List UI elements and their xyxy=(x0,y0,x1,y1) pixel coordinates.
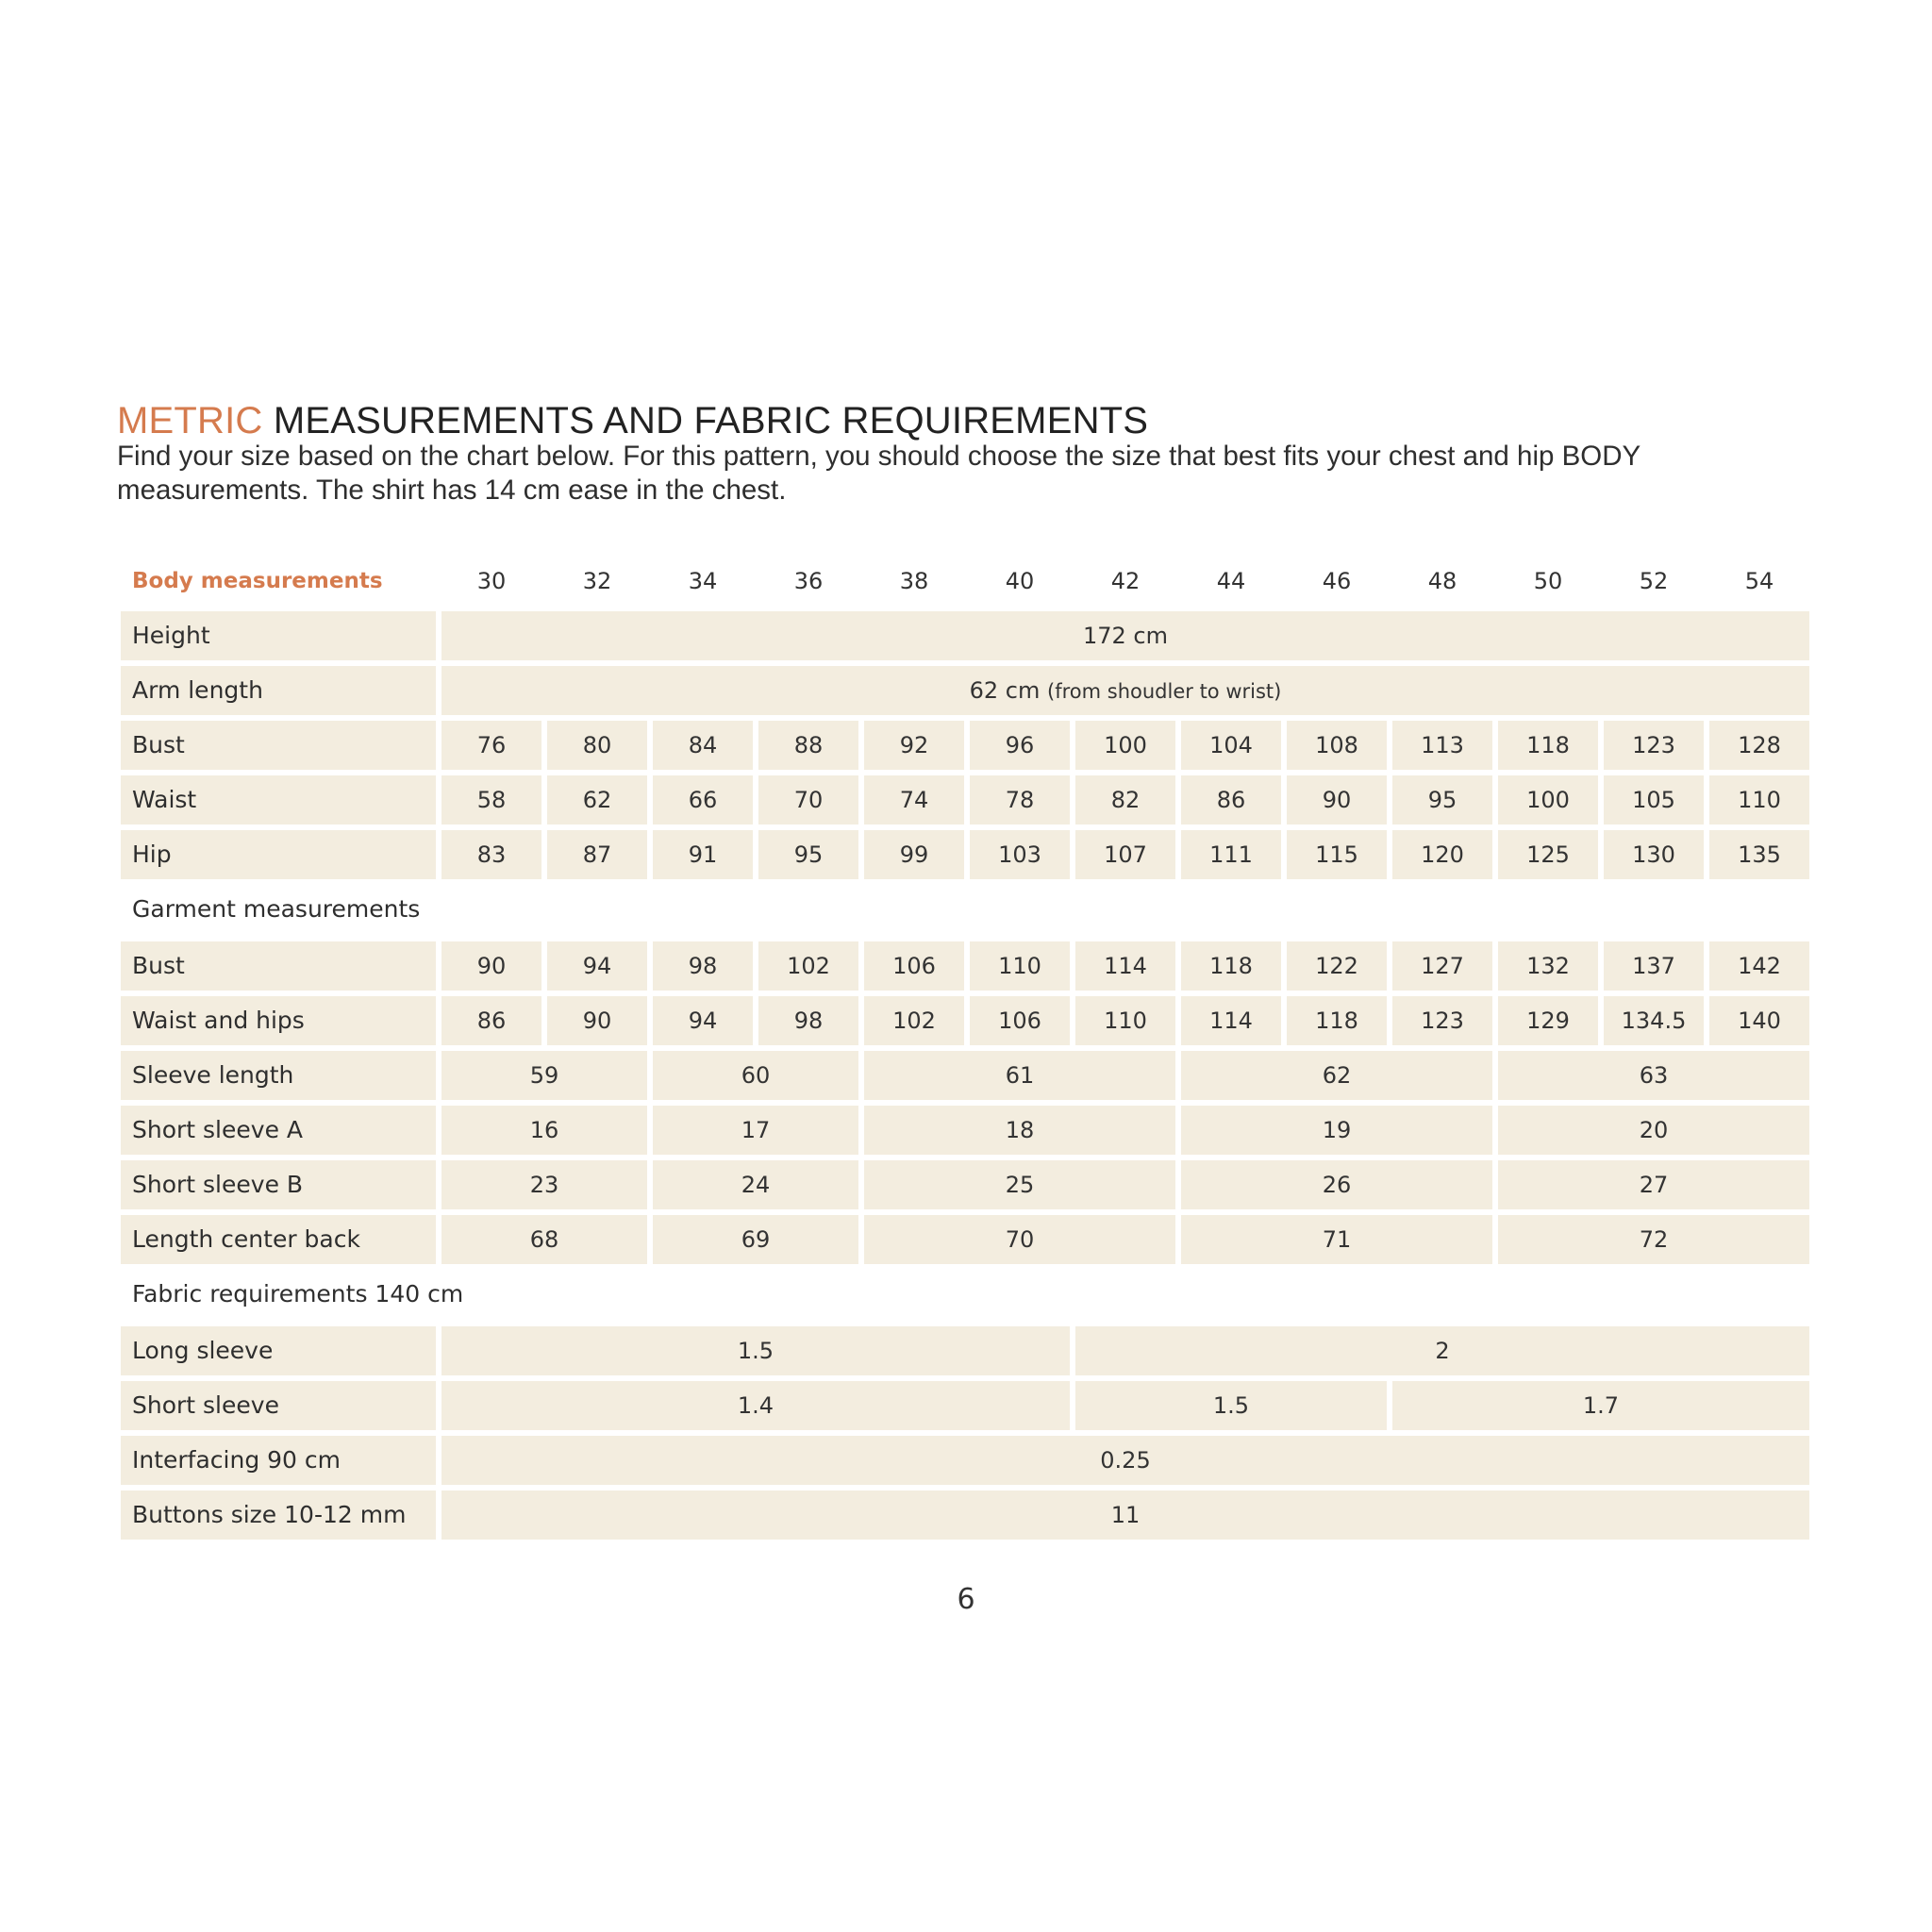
cell-value: 122 xyxy=(1315,953,1358,979)
title-main: MEASUREMENTS AND FABRIC REQUIREMENTS xyxy=(273,400,1149,441)
table-cell xyxy=(970,721,1070,770)
row-label: Bust xyxy=(121,941,436,991)
table-cell xyxy=(864,721,964,770)
table-cell xyxy=(864,996,964,1045)
row-label: Bust xyxy=(121,721,436,770)
cell-value: 111 xyxy=(1209,841,1253,868)
table-cell xyxy=(441,1326,1070,1375)
cell-value: 69 xyxy=(741,1226,771,1253)
table-cell xyxy=(1498,996,1598,1045)
row-label: Short sleeve B xyxy=(121,1160,436,1209)
table-cell xyxy=(441,996,541,1045)
cell-value: 1.5 xyxy=(1212,1392,1250,1419)
cell-value: 76 xyxy=(476,732,507,758)
cell-value: 115 xyxy=(1315,841,1358,868)
cell-value: 16 xyxy=(529,1117,559,1143)
table-row xyxy=(121,1106,1811,1155)
table-cell xyxy=(1709,996,1809,1045)
table-cell xyxy=(1604,996,1704,1045)
table-row xyxy=(121,1051,1811,1100)
table-cell xyxy=(1498,1051,1809,1100)
cell-value: 78 xyxy=(1005,787,1035,813)
title-accent: METRIC xyxy=(117,400,263,441)
cell-value: 107 xyxy=(1104,841,1147,868)
cell-value: 105 xyxy=(1632,787,1675,813)
intro-text: Find your size based on the chart below. For this pattern, you should choose the size that best fits your chest and hip BODY measurements. The shirt has 14 cm ease in the chest. xyxy=(117,441,1641,506)
table-cell xyxy=(1604,941,1704,991)
table-cell xyxy=(1181,941,1281,991)
table-cell xyxy=(1287,775,1387,824)
cell-value: 132 xyxy=(1526,953,1570,979)
table-cell xyxy=(864,1051,1175,1100)
size-column-header: 38 xyxy=(899,568,929,594)
cell-value: 123 xyxy=(1421,1008,1464,1034)
cell-value: 70 xyxy=(1005,1226,1035,1253)
table-cell xyxy=(1075,1381,1387,1430)
cell-value: 110 xyxy=(1738,787,1781,813)
cell-value: 19 xyxy=(1322,1117,1352,1143)
table-cell xyxy=(1498,941,1598,991)
cell-value: 72 xyxy=(1639,1226,1669,1253)
cell-value: 99 xyxy=(899,841,929,868)
table-cell xyxy=(1498,1160,1809,1209)
table-cell xyxy=(441,1491,1809,1540)
size-column-header: 48 xyxy=(1427,568,1457,594)
cell-value: 102 xyxy=(892,1008,936,1034)
cell-value: 92 xyxy=(899,732,929,758)
table-cell xyxy=(653,721,753,770)
cell-value: 103 xyxy=(998,841,1041,868)
table-cell xyxy=(547,830,647,879)
cell-value: 110 xyxy=(998,953,1041,979)
cell-value: 120 xyxy=(1421,841,1464,868)
cell-value: 91 xyxy=(688,841,718,868)
table-cell xyxy=(441,1106,647,1155)
table-cell xyxy=(1181,1051,1492,1100)
table-cell xyxy=(1709,941,1809,991)
table-cell xyxy=(970,996,1070,1045)
table-cell xyxy=(1392,830,1492,879)
size-column-header: 42 xyxy=(1110,568,1141,594)
table-cell xyxy=(1287,996,1387,1045)
cell-value: 128 xyxy=(1738,732,1781,758)
cell-value: 129 xyxy=(1526,1008,1570,1034)
table-cell xyxy=(864,830,964,879)
section-heading: Fabric requirements 140 cm xyxy=(132,1280,464,1307)
cell-note: (from shoudler to wrist) xyxy=(1047,680,1282,703)
table-cell xyxy=(653,1160,858,1209)
cell-value: 110 xyxy=(1104,1008,1147,1034)
cell-value: 100 xyxy=(1526,787,1570,813)
table-cell xyxy=(864,1106,1175,1155)
table-cell xyxy=(653,1215,858,1264)
cell-value: 87 xyxy=(582,841,612,868)
row-label: Buttons size 10-12 mm xyxy=(121,1491,436,1540)
table-cell xyxy=(1181,775,1281,824)
table-cell xyxy=(1075,775,1175,824)
table-cell xyxy=(441,721,541,770)
table-cell xyxy=(441,1381,1070,1430)
cell-value: 68 xyxy=(529,1226,559,1253)
cell-value: 96 xyxy=(1005,732,1035,758)
table-cell xyxy=(864,941,964,991)
cell-value: 62 xyxy=(582,787,612,813)
cell-value: 71 xyxy=(1322,1226,1352,1253)
table-cell xyxy=(547,941,647,991)
cell-value: 20 xyxy=(1639,1117,1669,1143)
row-label: Long sleeve xyxy=(121,1326,436,1375)
table-cell xyxy=(653,1106,858,1155)
cell-value: 123 xyxy=(1632,732,1675,758)
cell-value: 62 cm xyxy=(969,677,1041,704)
row-label: Height xyxy=(121,611,436,660)
table-cell xyxy=(1498,775,1598,824)
table-cell xyxy=(1287,941,1387,991)
size-column-header: 34 xyxy=(688,568,718,594)
cell-value: 172 cm xyxy=(1082,623,1168,649)
cell-value: 66 xyxy=(688,787,718,813)
row-label: Length center back xyxy=(121,1215,436,1264)
cell-value: 114 xyxy=(1209,1008,1253,1034)
size-column-header: 54 xyxy=(1744,568,1774,594)
cell-value: 130 xyxy=(1632,841,1675,868)
cell-value: 74 xyxy=(899,787,929,813)
table-cell xyxy=(758,941,858,991)
table-cell xyxy=(441,775,541,824)
cell-value: 80 xyxy=(582,732,612,758)
cell-value: 98 xyxy=(688,953,718,979)
cell-value: 135 xyxy=(1738,841,1781,868)
table-cell xyxy=(1181,1215,1492,1264)
size-column-header: 50 xyxy=(1533,568,1563,594)
table-cell xyxy=(758,830,858,879)
cell-value: 142 xyxy=(1738,953,1781,979)
cell-value: 61 xyxy=(1005,1062,1035,1089)
table-cell xyxy=(1392,775,1492,824)
cell-value: 25 xyxy=(1005,1172,1035,1198)
cell-value: 134.5 xyxy=(1621,1008,1687,1034)
table-cell xyxy=(758,996,858,1045)
cell-value: 94 xyxy=(688,1008,718,1034)
page-number: 6 xyxy=(957,1583,975,1616)
cell-value: 102 xyxy=(787,953,830,979)
row-label: Sleeve length xyxy=(121,1051,436,1100)
table-cell xyxy=(441,611,1809,660)
row-label: Short sleeve A xyxy=(121,1106,436,1155)
cell-value: 58 xyxy=(476,787,507,813)
cell-value: 23 xyxy=(529,1172,559,1198)
row-label: Hip xyxy=(121,830,436,879)
table-cell xyxy=(653,941,753,991)
cell-value: 106 xyxy=(998,1008,1041,1034)
size-header-row xyxy=(121,557,1811,606)
table-row xyxy=(121,1215,1811,1264)
table-cell xyxy=(547,775,647,824)
table-cell xyxy=(1709,721,1809,770)
table-cell xyxy=(970,830,1070,879)
cell-value: 113 xyxy=(1421,732,1464,758)
table-cell xyxy=(441,941,541,991)
table-row xyxy=(121,1436,1811,1485)
cell-value: 90 xyxy=(1322,787,1352,813)
table-cell xyxy=(1604,721,1704,770)
cell-value: 140 xyxy=(1738,1008,1781,1034)
table-cell xyxy=(1392,1381,1809,1430)
cell-value: 24 xyxy=(741,1172,771,1198)
table-row xyxy=(121,611,1811,660)
cell-value: 86 xyxy=(476,1008,507,1034)
cell-value: 84 xyxy=(688,732,718,758)
table-cell xyxy=(864,775,964,824)
cell-value: 108 xyxy=(1315,732,1358,758)
table-cell xyxy=(653,830,753,879)
table-row xyxy=(121,1326,1811,1375)
table-cell xyxy=(1498,1106,1809,1155)
table-cell xyxy=(1181,830,1281,879)
table-cell xyxy=(441,1215,647,1264)
table-cell xyxy=(1287,721,1387,770)
cell-value: 94 xyxy=(582,953,612,979)
table-row xyxy=(121,775,1811,824)
table-cell xyxy=(1075,721,1175,770)
table-cell xyxy=(653,996,753,1045)
table-cell xyxy=(1075,1326,1809,1375)
cell-value: 1.7 xyxy=(1582,1392,1620,1419)
table-cell xyxy=(441,1051,647,1100)
table-cell xyxy=(970,775,1070,824)
row-label: Waist xyxy=(121,775,436,824)
table-cell xyxy=(1392,996,1492,1045)
cell-value: 82 xyxy=(1110,787,1141,813)
size-column-header: 46 xyxy=(1322,568,1352,594)
table-row xyxy=(121,996,1811,1045)
table-cell xyxy=(1392,941,1492,991)
cell-value: 27 xyxy=(1639,1172,1669,1198)
cell-value: 70 xyxy=(793,787,824,813)
table-cell xyxy=(758,775,858,824)
cell-value: 98 xyxy=(793,1008,824,1034)
row-label: Interfacing 90 cm xyxy=(121,1436,436,1485)
table-row xyxy=(121,1160,1811,1209)
cell-value: 88 xyxy=(793,732,824,758)
table-cell xyxy=(1498,721,1598,770)
table-cell xyxy=(441,1436,1809,1485)
cell-value: 118 xyxy=(1209,953,1253,979)
table-row xyxy=(121,721,1811,770)
cell-value: 18 xyxy=(1005,1117,1035,1143)
cell-value: 125 xyxy=(1526,841,1570,868)
table-cell xyxy=(1604,775,1704,824)
row-label: Waist and hips xyxy=(121,996,436,1045)
cell-value: 60 xyxy=(741,1062,771,1089)
table-row xyxy=(121,1491,1811,1540)
table-cell xyxy=(1075,941,1175,991)
row-label: Short sleeve xyxy=(121,1381,436,1430)
table-cell xyxy=(1709,830,1809,879)
cell-value: 86 xyxy=(1216,787,1246,813)
cell-value: 95 xyxy=(1427,787,1457,813)
table-cell xyxy=(547,721,647,770)
table-cell xyxy=(1498,830,1598,879)
cell-value: 114 xyxy=(1104,953,1147,979)
cell-value: 1.4 xyxy=(737,1392,774,1419)
cell-value: 1.5 xyxy=(737,1338,774,1364)
cell-value: 100 xyxy=(1104,732,1147,758)
table-cell xyxy=(1181,1106,1492,1155)
cell-value: 127 xyxy=(1421,953,1464,979)
size-column-header: 30 xyxy=(476,568,507,594)
table-cell xyxy=(653,1051,858,1100)
table-row xyxy=(121,1381,1811,1430)
table-row xyxy=(121,941,1811,991)
table-cell xyxy=(441,666,1809,715)
page-title xyxy=(117,400,1148,442)
size-column-header: 44 xyxy=(1216,568,1246,594)
cell-value: 118 xyxy=(1315,1008,1358,1034)
table-cell xyxy=(1709,775,1809,824)
row-label: Arm length xyxy=(121,666,436,715)
table-row xyxy=(121,830,1811,879)
cell-value: 106 xyxy=(892,953,936,979)
table-row xyxy=(121,666,1811,715)
cell-value: 90 xyxy=(476,953,507,979)
table-cell xyxy=(1498,1215,1809,1264)
section-label: Body measurements xyxy=(132,569,383,593)
table-cell xyxy=(1075,830,1175,879)
table-cell xyxy=(864,1215,1175,1264)
cell-value: 11 xyxy=(1110,1502,1141,1528)
table-cell xyxy=(1181,721,1281,770)
table-cell xyxy=(441,830,541,879)
table-cell xyxy=(441,1160,647,1209)
cell-value: 0.25 xyxy=(1100,1447,1151,1474)
table-cell xyxy=(1287,830,1387,879)
size-column-header: 32 xyxy=(582,568,612,594)
cell-value: 17 xyxy=(741,1117,771,1143)
table-cell xyxy=(864,1160,1175,1209)
table-cell xyxy=(1392,721,1492,770)
table-cell xyxy=(1604,830,1704,879)
table-cell xyxy=(970,941,1070,991)
cell-value: 63 xyxy=(1639,1062,1669,1089)
cell-value: 95 xyxy=(793,841,824,868)
table-cell xyxy=(653,775,753,824)
cell-value: 137 xyxy=(1632,953,1675,979)
cell-value: 83 xyxy=(476,841,507,868)
size-column-header: 52 xyxy=(1639,568,1669,594)
table-cell xyxy=(547,996,647,1045)
table-cell xyxy=(1181,1160,1492,1209)
cell-value: 118 xyxy=(1526,732,1570,758)
cell-value: 90 xyxy=(582,1008,612,1034)
table-cell xyxy=(1181,996,1281,1045)
table-cell xyxy=(758,721,858,770)
cell-value: 62 xyxy=(1322,1062,1352,1089)
cell-value: 26 xyxy=(1322,1172,1352,1198)
table-cell xyxy=(1075,996,1175,1045)
cell-value: 59 xyxy=(529,1062,559,1089)
cell-value: 104 xyxy=(1209,732,1253,758)
cell-value: 2 xyxy=(1435,1338,1450,1364)
size-column-header: 36 xyxy=(793,568,824,594)
section-heading: Garment measurements xyxy=(132,895,421,923)
size-column-header: 40 xyxy=(1005,568,1035,594)
